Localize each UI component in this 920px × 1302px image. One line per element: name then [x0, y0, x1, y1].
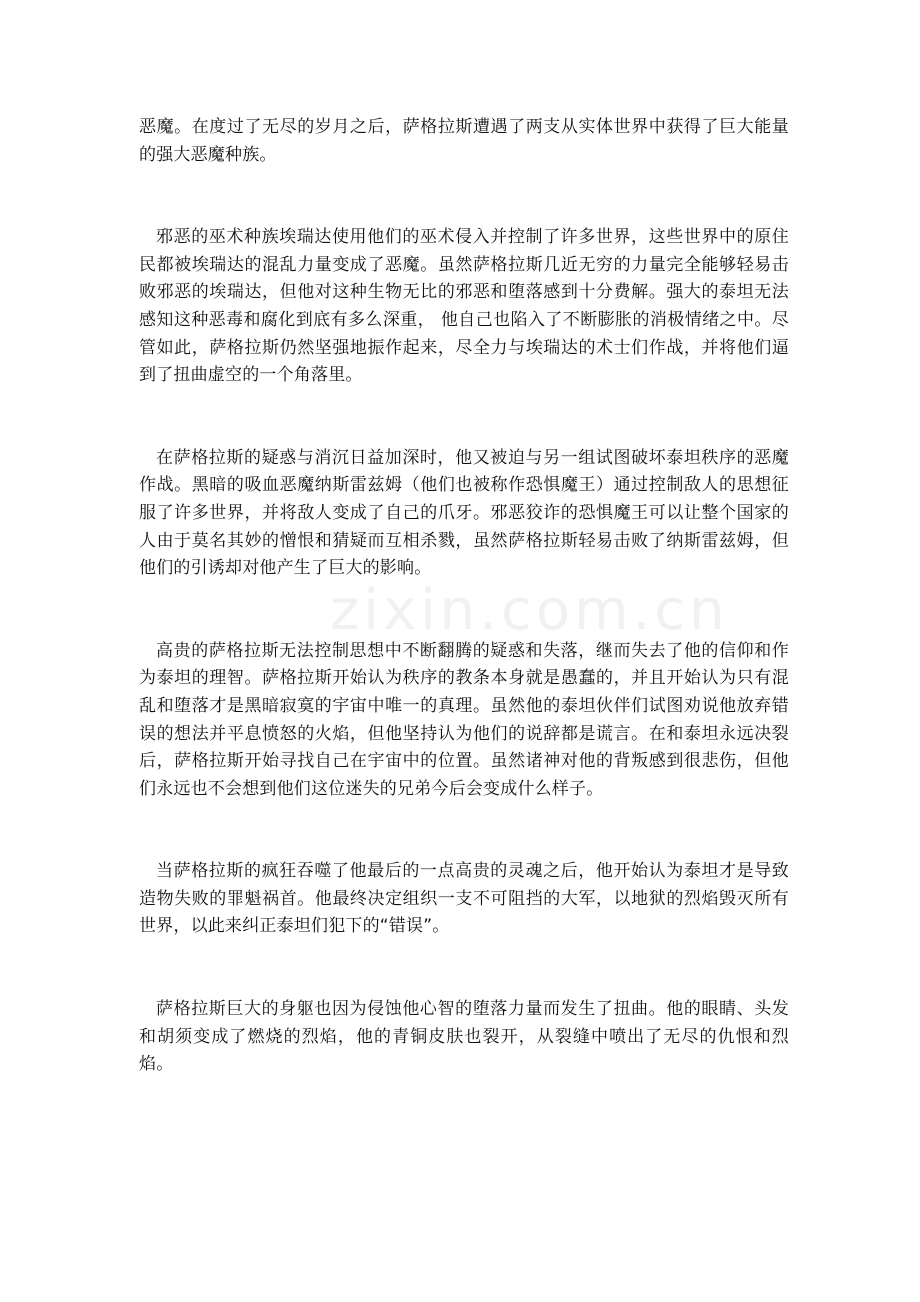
- watermark: zixin.com.cn: [330, 578, 729, 643]
- paragraph-3: 在萨格拉斯的疑惑与消沉日益加深时，他又被迫与另一组试图破坏泰坦秩序的恶魔作战。黑暗的吸血恶魔纳斯雷兹姆（他们也被称作恐惧魔王）通过控制敌人的思想征服了许多世界，并将敌人变成了自己的爪牙。邪恶狡诈的恐惧魔王可以让整个国家的人由于莫名其妙的憎恨和猜疑而互相杀戮，虽然萨格拉斯轻易击败了纳斯雷兹姆，但他们的引诱却对他产生了巨大的影响。: [139, 447, 789, 579]
- paragraph-6: 萨格拉斯巨大的身躯也因为侵蚀他心智的堕落力量而发生了扭曲。他的眼睛、头发和胡须变成了燃烧的烈焰，他的青铜皮肤也裂开，从裂缝中喷出了无尽的仇恨和烈焰。: [139, 999, 789, 1075]
- paragraph-2: 邪恶的巫术种族埃瑞达使用他们的巫术侵入并控制了许多世界，这些世界中的原住民都被埃瑞达的混乱力量变成了恶魔。虽然萨格拉斯几近无穷的力量完全能够轻易击败邪恶的埃瑞达，但他对这种生物无比的邪恶和堕落感到十分费解。强大的泰坦无法感知这种恶毒和腐化到底有多么深重， 他自己也陷入了不断膨胀的消极情绪之中。尽管如此，萨格拉斯仍然坚强地振作起来，尽全力与埃瑞达的术士们作战，并将他们逼到了扭曲虚空的一个角落里。: [139, 227, 789, 386]
- paragraph-5: 当萨格拉斯的疯狂吞噬了他最后的一点高贵的灵魂之后，他开始认为泰坦才是导致造物失败的罪魁祸首。他最终决定组织一支不可阻挡的大军，以地狱的烈焰毁灭所有世界，以此来纠正泰坦们犯下的“错误”。: [139, 861, 789, 937]
- document-body: [139, 114, 789, 1134]
- paragraph-4: 高贵的萨格拉斯无法控制思想中不断翻腾的疑惑和失落，继而失去了他的信仰和作为泰坦的理智。萨格拉斯开始认为秩序的教条本身就是愚蠢的，并且开始认为只有混乱和堕落才是黑暗寂寞的宇宙中唯一的真理。虽然他的泰坦伙伴们试图劝说他放弃错误的想法并平息愤怒的火焰，但他坚持认为他们的说辞都是谎言。在和泰坦永远决裂后，萨格拉斯开始寻找自己在宇宙中的位置。虽然诸神对他的背叛感到很悲伤，但他们永远也不会想到他们这位迷失的兄弟今后会变成什么样子。: [139, 640, 789, 799]
- paragraph-1: 恶魔。在度过了无尽的岁月之后，萨格拉斯遭遇了两支从实体世界中获得了巨大能量的强大恶魔种族。: [139, 117, 789, 165]
